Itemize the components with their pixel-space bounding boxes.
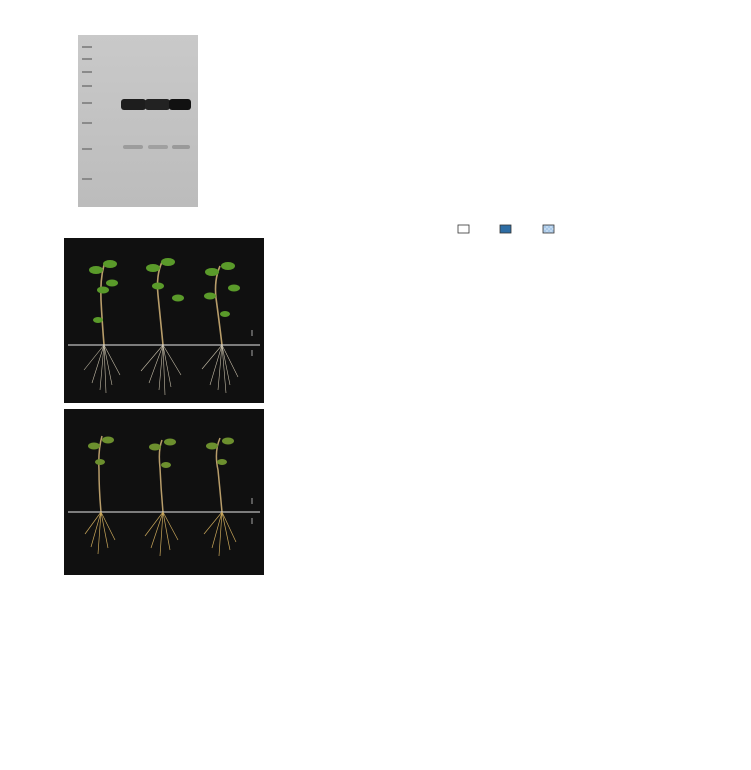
- faint-band: [172, 145, 190, 149]
- legend-swatch-chr: [458, 225, 469, 233]
- band-lane-3: [145, 99, 170, 110]
- panel-d: [64, 238, 264, 575]
- blot-membrane: [78, 35, 198, 207]
- figure-caption: [14, 621, 738, 635]
- bar-legend: [458, 225, 554, 233]
- legend-swatch-ohr6: [500, 225, 511, 233]
- band-lane-2: [121, 99, 146, 110]
- photo-nacl: [64, 409, 264, 575]
- faint-band: [123, 145, 143, 149]
- band-lane-4: [169, 99, 191, 110]
- panel-a: [78, 35, 198, 207]
- faint-band: [148, 145, 168, 149]
- legend-swatch-ohr7: [543, 225, 554, 233]
